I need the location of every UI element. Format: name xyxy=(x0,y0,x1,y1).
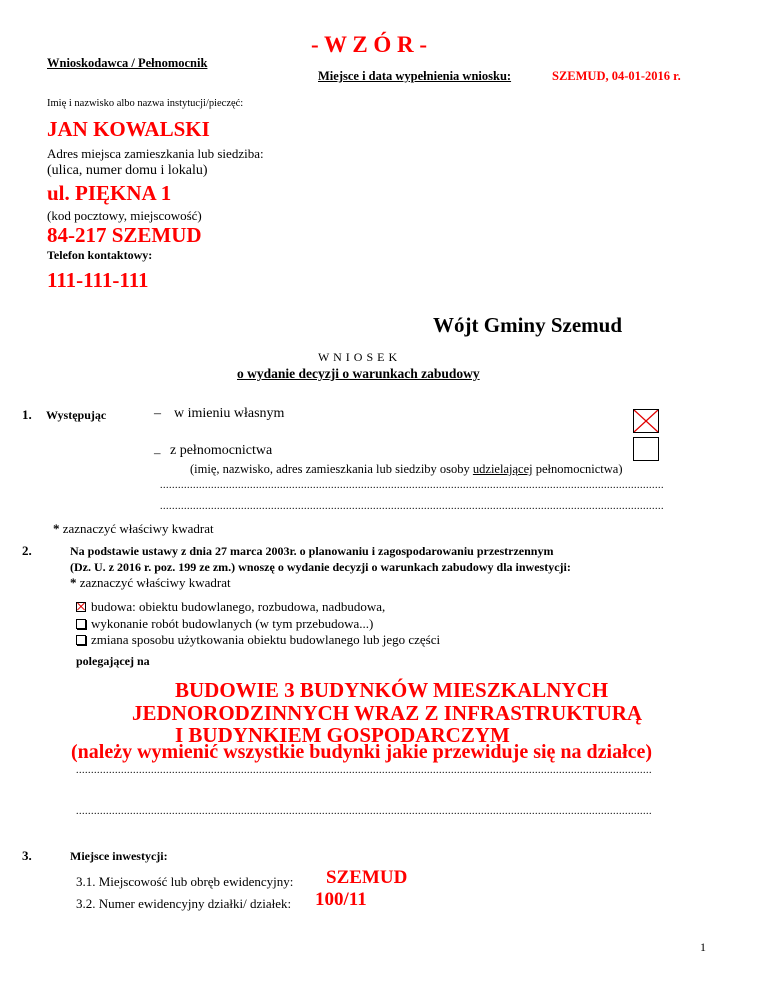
postal-label: (kod pocztowy, miejscowość) xyxy=(47,208,202,223)
page-number: 1 xyxy=(700,940,706,954)
option-change-of-use[interactable] xyxy=(76,632,440,648)
section2-mark-note xyxy=(70,575,231,591)
unchecked-box-icon[interactable] xyxy=(76,635,86,645)
consisting-label: polegającej na xyxy=(76,654,150,668)
mark-note-star: * xyxy=(70,575,77,590)
description-line2: JEDNORODZINNYCH WRAZ Z INFRASTRUKTURĄ xyxy=(132,701,643,725)
description-line3: I BUDYNKIEM GOSPODARCZYM xyxy=(175,723,510,747)
form-subtitle: o wydanie decyzji o warunkach zabudowy xyxy=(237,366,480,381)
postal-value: 84-217 SZEMUD xyxy=(47,223,202,247)
phone-label: Telefon kontaktowy: xyxy=(47,248,153,262)
form-title: W N I O S E K xyxy=(318,350,398,364)
proxy-note-underlined: udzielającej xyxy=(472,462,533,476)
description-dotted-line-2[interactable]: ................................................................................................................................................................................................ xyxy=(76,806,652,817)
proxy-note xyxy=(190,462,623,477)
description-line1: BUDOWIE 3 BUDYNKÓW MIESZKALNYCH xyxy=(175,678,609,702)
option-proxy-checkbox[interactable] xyxy=(633,437,659,461)
option-own-checkbox[interactable] xyxy=(633,409,659,433)
option-proxy-label: z pełnomocnictwa xyxy=(170,443,273,458)
description-hint: (należy wymienić wszystkie budynki jakie przewiduje się na działce) xyxy=(71,741,653,763)
section1-dash1: – xyxy=(154,406,161,421)
parcel-label: 3.2. Numer ewidencyjny działki/ działek: xyxy=(76,896,292,911)
place-date-value: SZEMUD, 04-01-2016 r. xyxy=(552,69,681,83)
phone-value: 111-111-111 xyxy=(47,268,149,292)
section3-number: 3. xyxy=(22,848,32,863)
checked-x-icon xyxy=(634,410,658,432)
mark-note-star: * xyxy=(53,521,60,536)
description-dotted-line-1[interactable]: ................................................................................................................................................................................................ xyxy=(76,765,652,776)
section2-heading-line1: Na podstawie ustawy z dnia 27 marca 2003r. o planowaniu i zagospodarowaniu przestrzennym xyxy=(70,544,554,558)
mark-note-text: zaznaczyć właściwy kwadrat xyxy=(79,575,231,590)
applicant-heading: Wnioskodawca / Pełnomocnik xyxy=(47,56,208,70)
option-change-of-use-label: zmiana sposobu użytkowania obiektu budowlanego lub jego części xyxy=(91,632,441,647)
parcel-value: 100/11 xyxy=(315,889,367,910)
locality-value: SZEMUD xyxy=(326,867,408,888)
option-construction-works[interactable] xyxy=(76,616,373,632)
section1-dash2: – xyxy=(154,445,161,460)
section1-mark-note xyxy=(53,521,214,537)
section1-label: Występując xyxy=(46,408,107,422)
document-title: - W Z Ó R - xyxy=(311,32,428,57)
mark-note-text: zaznaczyć właściwy kwadrat xyxy=(62,521,214,536)
checked-box-icon[interactable] xyxy=(76,602,86,612)
name-value: JAN KOWALSKI xyxy=(47,117,210,141)
section1-number: 1. xyxy=(22,407,32,422)
locality-label: 3.1. Miejscowość lub obręb ewidencyjny: xyxy=(76,874,294,889)
street-label: (ulica, numer domu i lokalu) xyxy=(47,163,208,178)
section2-heading-line2: (Dz. U. z 2016 r. poz. 199 ze zm.) wnoszę o wydanie decyzji o warunkach zabudowy dla inwestycji: xyxy=(70,560,571,574)
option-building-label: budowa: obiektu budowlanego, rozbudowa, nadbudowa, xyxy=(91,599,386,614)
option-construction-works-label: wykonanie robót budowlanych (w tym przebudowa...) xyxy=(91,616,374,631)
address-label: Adres miejsca zamieszkania lub siedziba: xyxy=(47,146,264,161)
section2-number: 2. xyxy=(22,543,32,558)
proxy-note-pre: (imię, nazwisko, adres zamieszkania lub siedziby osoby xyxy=(190,462,473,476)
proxy-note-post: pełnomocnictwa) xyxy=(532,462,623,476)
street-value: ul. PIĘKNA 1 xyxy=(47,181,172,205)
option-own-label: w imieniu własnym xyxy=(174,406,285,421)
name-label: Imię i nazwisko albo nazwa instytucji/pieczęć: xyxy=(47,98,244,109)
recipient: Wójt Gminy Szemud xyxy=(433,313,622,337)
section3-heading: Miejsce inwestycji: xyxy=(70,849,168,863)
option-building[interactable] xyxy=(76,599,385,615)
proxy-dotted-line-2[interactable]: ........................................................................................................................................................................ xyxy=(160,501,664,512)
place-date-label: Miejsce i data wypełnienia wniosku: xyxy=(318,69,512,83)
proxy-dotted-line-1[interactable]: ........................................................................................................................................................................ xyxy=(160,480,664,491)
unchecked-box-icon[interactable] xyxy=(76,619,86,629)
